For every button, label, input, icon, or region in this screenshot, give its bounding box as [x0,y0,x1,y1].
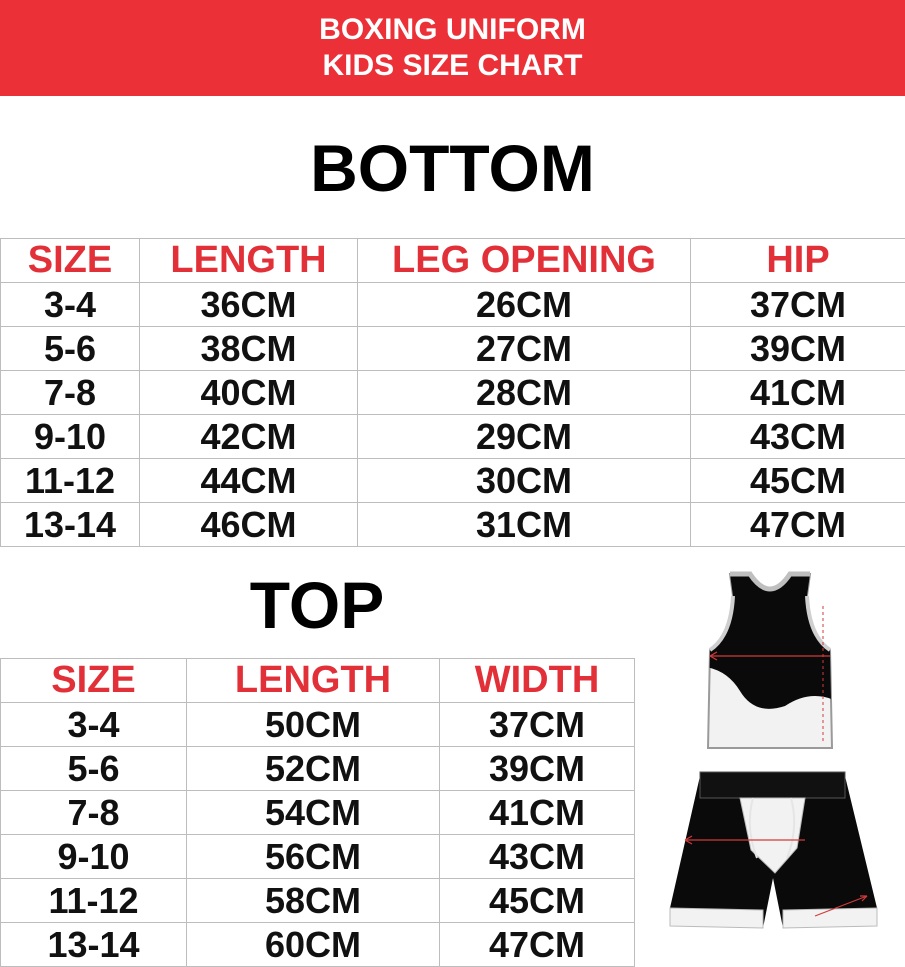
table-row [1,459,905,503]
width-cell: 39CM [440,747,635,791]
length-cell: 38CM [140,327,358,371]
table-row [1,283,905,327]
size-cell: 9-10 [1,415,140,459]
table-row [1,703,635,747]
length-cell: 60CM [187,923,440,967]
column-header-width: WIDTH [440,659,635,703]
column-header-size: SIZE [1,239,140,283]
length-cell: 44CM [140,459,358,503]
leg-opening-cell: 30CM [358,459,691,503]
table-row [1,327,905,371]
size-cell: 11-12 [1,879,187,923]
table-row [1,747,635,791]
boxing-vest-image [695,566,845,756]
top-size-table [0,658,635,967]
leg-opening-cell: 28CM [358,371,691,415]
length-cell: 54CM [187,791,440,835]
column-header-size: SIZE [1,659,187,703]
column-header-hip: HIP [691,239,905,283]
banner-title: BOXING UNIFORM [0,12,905,48]
length-cell: 40CM [140,371,358,415]
width-cell: 47CM [440,923,635,967]
size-cell: 3-4 [1,703,187,747]
size-cell: 11-12 [1,459,140,503]
column-header-length: LENGTH [140,239,358,283]
length-cell: 36CM [140,283,358,327]
table-header-row [1,239,905,283]
top-section-title: TOP [0,565,634,645]
size-cell: 13-14 [1,923,187,967]
width-cell: 45CM [440,879,635,923]
table-row [1,415,905,459]
leg-opening-cell: 31CM [358,503,691,547]
leg-opening-cell: 29CM [358,415,691,459]
length-cell: 56CM [187,835,440,879]
header-banner [0,0,905,96]
length-cell: 42CM [140,415,358,459]
boxing-shorts-image [665,768,880,938]
size-cell: 9-10 [1,835,187,879]
table-header-row [1,659,635,703]
width-cell: 37CM [440,703,635,747]
leg-opening-cell: 27CM [358,327,691,371]
size-cell: 13-14 [1,503,140,547]
hip-cell: 43CM [691,415,905,459]
size-cell: 5-6 [1,327,140,371]
hip-cell: 37CM [691,283,905,327]
leg-opening-cell: 26CM [358,283,691,327]
column-header-length: LENGTH [187,659,440,703]
hip-cell: 39CM [691,327,905,371]
size-cell: 3-4 [1,283,140,327]
width-cell: 41CM [440,791,635,835]
table-row [1,371,905,415]
size-cell: 5-6 [1,747,187,791]
table-row [1,835,635,879]
table-row [1,879,635,923]
hip-cell: 45CM [691,459,905,503]
bottom-section-title: BOTTOM [0,128,905,208]
hip-cell: 47CM [691,503,905,547]
length-cell: 52CM [187,747,440,791]
size-cell: 7-8 [1,371,140,415]
size-cell: 7-8 [1,791,187,835]
bottom-size-table [0,238,905,547]
column-header-leg-opening: LEG OPENING [358,239,691,283]
table-row [1,791,635,835]
table-row [1,503,905,547]
hip-cell: 41CM [691,371,905,415]
banner-subtitle: KIDS SIZE CHART [0,48,905,84]
length-cell: 58CM [187,879,440,923]
length-cell: 46CM [140,503,358,547]
width-cell: 43CM [440,835,635,879]
length-cell: 50CM [187,703,440,747]
